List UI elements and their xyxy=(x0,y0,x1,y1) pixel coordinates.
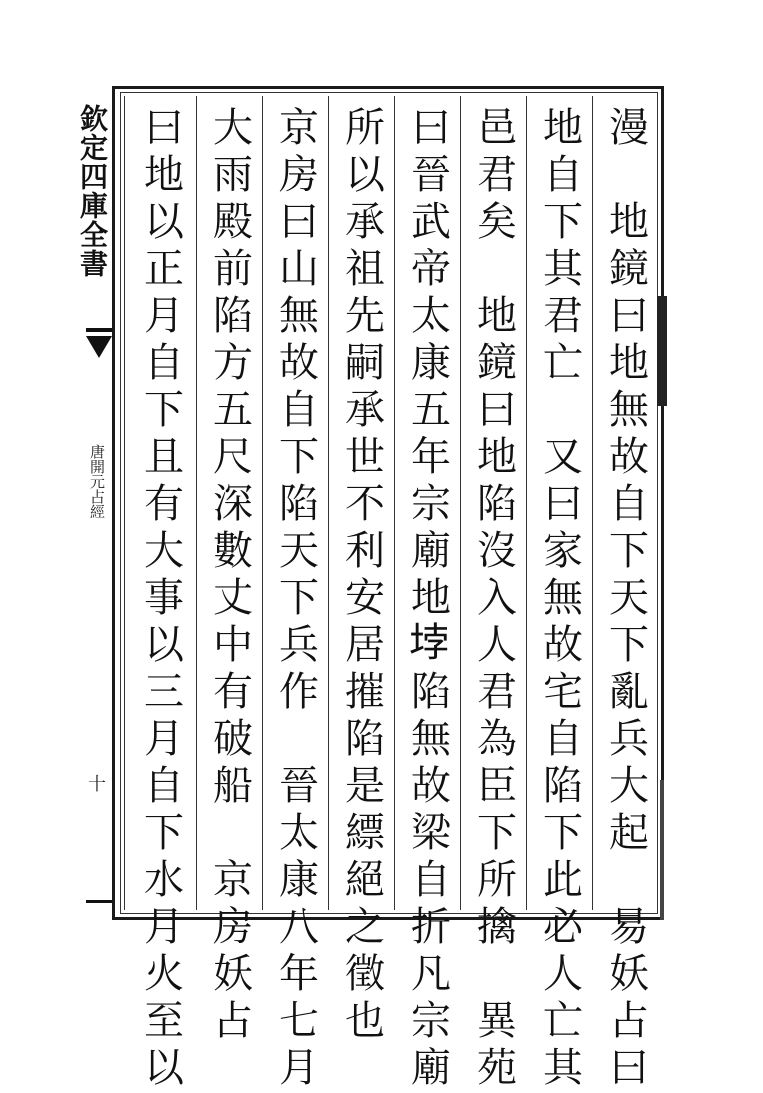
column-text: 曰地以正月自下且有大事以三月自下水月火至以 xyxy=(137,106,184,1093)
column-text: 大雨殿前陷方五尺深數丈中有破船 京房妖占 xyxy=(206,106,253,1046)
text-column-8 xyxy=(124,96,196,1093)
column-text: 漫 地鏡曰地無故自下天下亂兵大起 易妖占曰 xyxy=(602,106,649,1093)
volume-title: 唐開元占經 xyxy=(88,444,106,519)
margin-bottom-divider xyxy=(86,900,112,903)
text-column-6 xyxy=(262,96,328,1093)
text-column-4 xyxy=(394,96,460,1093)
text-column-2 xyxy=(526,96,592,1093)
book-title: 欽定四庫全書 xyxy=(76,104,109,278)
column-text: 所以承祖先嗣承世不利安居摧陷是縹絕之徵也 xyxy=(338,106,385,1046)
page-number: 十 xyxy=(85,774,106,792)
column-text: 京房曰山無故自下陷天下兵作 晉太康八年七月 xyxy=(272,106,319,1093)
text-column-3 xyxy=(460,96,526,1093)
margin-divider xyxy=(86,328,112,332)
column-text: 曰晉武帝太康五年宗廟地𡋯陷無故梁自折凡宗廟 xyxy=(404,106,451,1093)
text-column-1 xyxy=(592,96,658,1093)
binding-mark xyxy=(657,296,667,406)
text-column-7 xyxy=(196,96,262,1046)
column-text: 邑君矣 地鏡曰地陷沒入人君為臣下所擒 異苑 xyxy=(470,106,517,1093)
edge-mark xyxy=(660,780,664,920)
text-column-5 xyxy=(328,96,394,1046)
column-text: 地自下其君亡 又曰家無故宅自陷下此必人亡其 xyxy=(536,106,583,1093)
fish-tail-mark xyxy=(86,336,112,358)
